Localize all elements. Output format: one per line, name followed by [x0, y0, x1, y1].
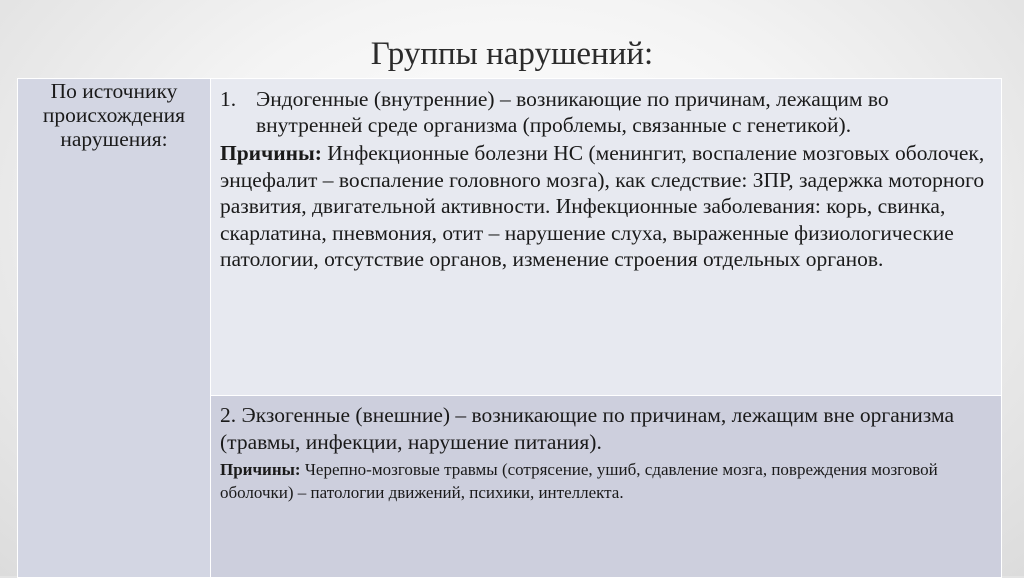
source-label: По источнику происхождения нарушения: [42, 79, 186, 151]
list-number: 1. [220, 87, 237, 111]
exogenous-cell [211, 396, 1002, 578]
endogenous-item [220, 86, 993, 138]
endogenous-text: Эндогенные (внутренние) – возникающие по причинам, лежащим во внутренней среде организма (проблемы, связанные с генетикой). [256, 87, 889, 137]
endogenous-cell [211, 79, 1002, 396]
exogenous-causes-text: Черепно-мозговые травмы (сотрясение, ушиб, сдавление мозга, повреждения мозговой оболочки) – патологии движений, психики, интеллекта. [220, 460, 938, 502]
causes-label: Причины: [220, 460, 301, 479]
slide-title: Группы нарушений: [370, 36, 654, 72]
table-row [18, 79, 1002, 396]
exogenous-causes [220, 458, 993, 504]
endogenous-causes-text: Инфекционные болезни НС (менингит, воспаление мозговых оболочек, энцефалит – воспаление головного мозга), как следствие: ЗПР, задержка моторного развития, двигательной активности. Инфекционные заболевания: корь, свинка, скарлатина, пневмония, отит – нарушение слуха, выраженные физиологические патологии, отсутствие органов, изменение строения отдельных органов. [220, 141, 985, 271]
classification-table [17, 78, 1002, 578]
source-label-cell [18, 79, 211, 578]
causes-label: Причины: [220, 141, 322, 165]
exogenous-text: 2. Экзогенные (внешние) – возникающие по причинам, лежащим вне организма (травмы, инфекции, нарушение питания). [220, 403, 954, 454]
endogenous-causes [220, 140, 993, 273]
